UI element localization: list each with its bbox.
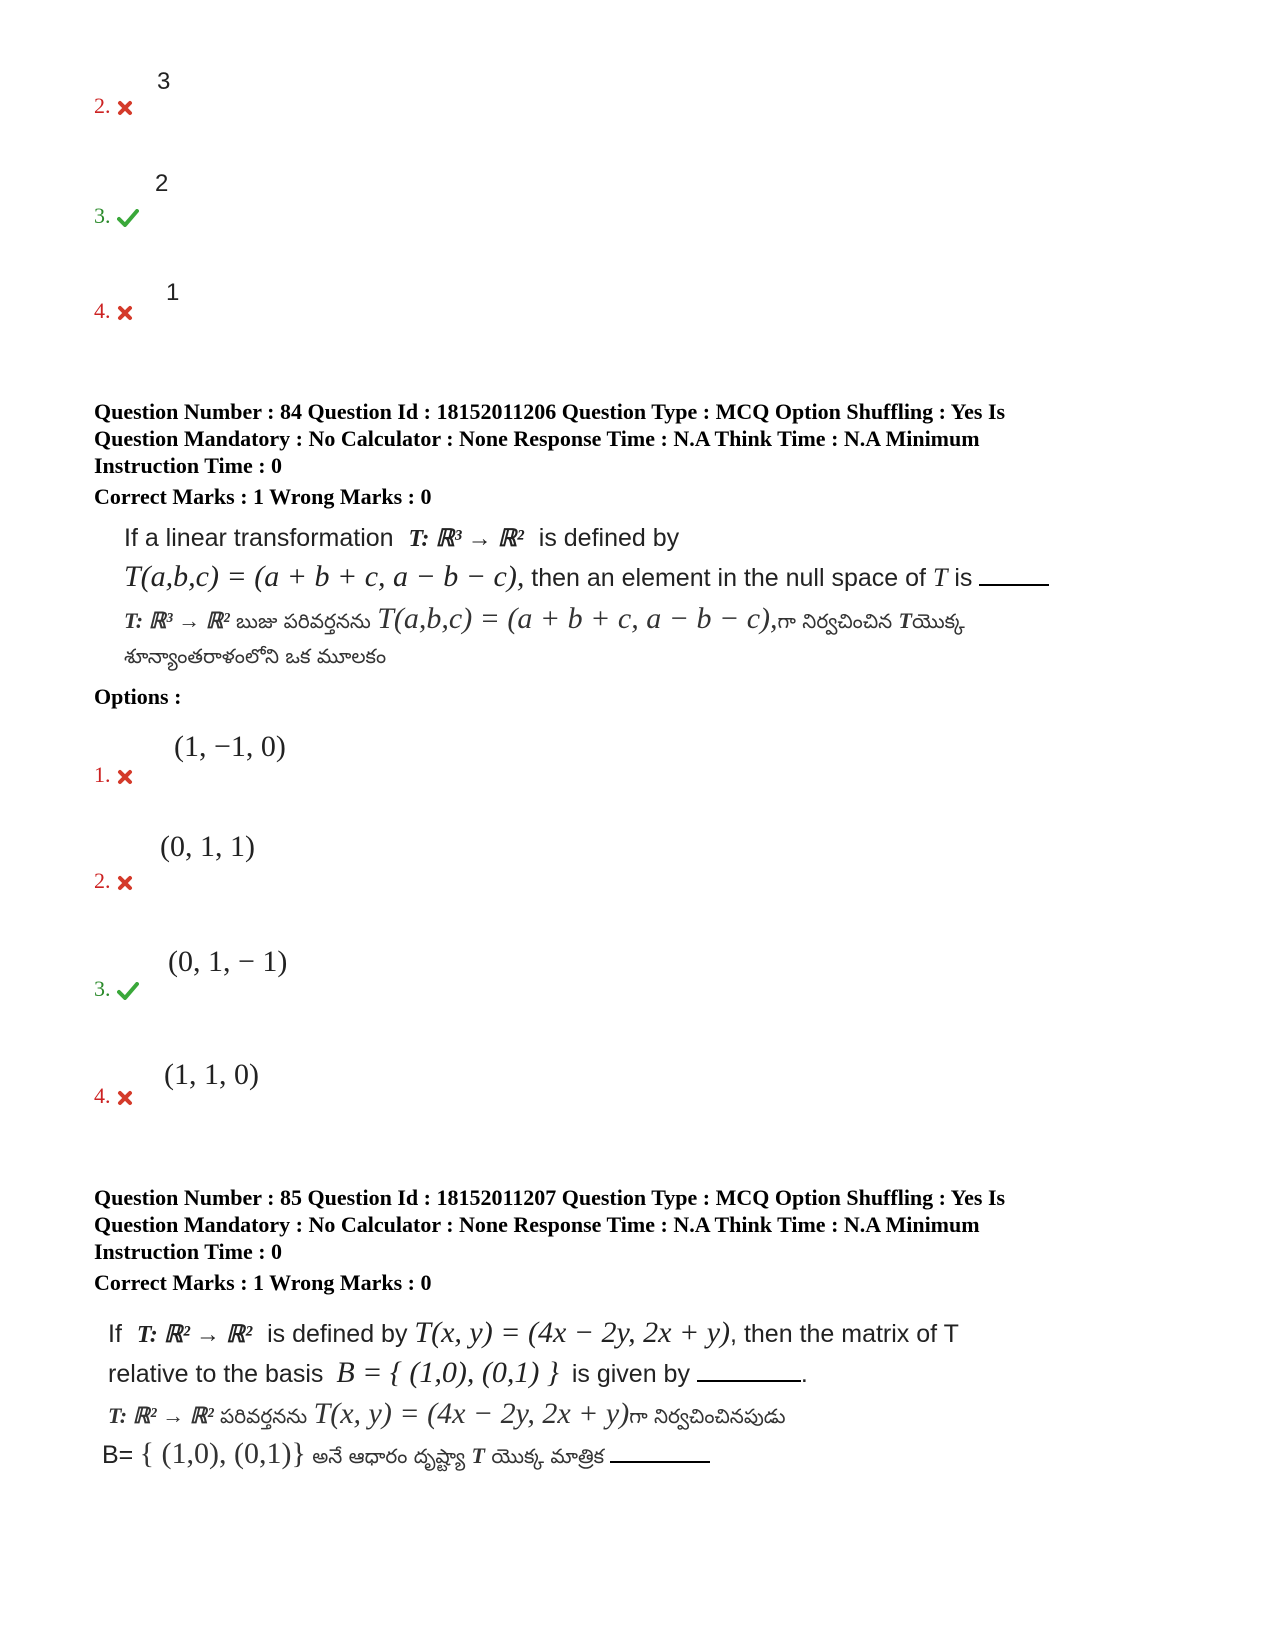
question-marks: Correct Marks : 1 Wrong Marks : 0 (94, 1270, 432, 1295)
option-value: 1 (166, 279, 180, 306)
option-number (94, 764, 133, 786)
telugu-text: యొక్క మాత్రిక (491, 1444, 605, 1468)
question-text-line (124, 560, 1049, 594)
question-text: is defined by (538, 524, 680, 552)
telugu-text: పరివర్తనను (220, 1404, 308, 1428)
wrong-mark-icon (117, 1090, 133, 1106)
telugu-text: గా నిర్వచించినపుడు (629, 1404, 786, 1428)
option-number-label: 1. (94, 762, 111, 787)
option-value: (0, 1, − 1) (168, 945, 288, 978)
question-marks: Correct Marks : 1 Wrong Marks : 0 (94, 484, 432, 509)
option-number (94, 870, 133, 892)
question-text-line: relative to the basis B = { (1,0), (0,1) } is given by . (108, 1356, 808, 1389)
question-text-telugu (108, 1397, 786, 1433)
telugu-text: యొక్క (912, 609, 965, 633)
meta-line: Question Number : 84 Question Id : 18152011206 Question Type : MCQ Option Shuffling : Yes Is (94, 399, 1006, 424)
math-expression: T(a,b,c) = (a + b + c, a − b − c), (377, 602, 778, 635)
option-number-label: 4. (94, 298, 111, 323)
option-number-label: 3. (94, 976, 111, 1001)
question-text: then an element in the null space of (531, 564, 926, 592)
math-expression: T: ℝ³ → ℝ² (408, 526, 524, 552)
option-number-label: 4. (94, 1083, 111, 1108)
math-variable: T (471, 1443, 485, 1468)
option-number (94, 95, 133, 117)
math-expression: T(x, y) = (4x − 2y, 2x + y) (414, 1316, 731, 1349)
option-number (94, 978, 139, 1000)
math-expression: { (1,0), (0,1)} (139, 1437, 306, 1470)
option-number (94, 300, 133, 322)
question-text: is (954, 564, 973, 592)
question-text: relative to the basis (108, 1360, 324, 1388)
telugu-text: గా నిర్వచించిన (777, 609, 893, 633)
question-text-telugu: శూన్యాంతరాళంలోని ఒక మూలకం (124, 644, 387, 668)
option-number-label: 2. (94, 868, 111, 893)
question-text: , then the matrix of T (730, 1320, 959, 1348)
option-number-label: 2. (94, 93, 111, 118)
question-text-telugu (102, 1437, 710, 1473)
option-number (94, 205, 139, 227)
math-variable: T (898, 608, 912, 633)
wrong-mark-icon (117, 769, 133, 785)
correct-mark-icon (117, 209, 139, 227)
answer-blank (979, 584, 1049, 586)
option-value: (1, −1, 0) (174, 730, 286, 763)
option-value: (0, 1, 1) (160, 830, 255, 863)
math-expression: T: ℝ² → ℝ² (108, 1403, 214, 1428)
question-text: If (108, 1320, 122, 1348)
question-text: is given by (571, 1360, 690, 1388)
option-number-label: 3. (94, 203, 111, 228)
wrong-mark-icon (117, 875, 133, 891)
math-expression: T(a,b,c) = (a + b + c, a − b − c), (124, 560, 525, 593)
wrong-mark-icon (117, 305, 133, 321)
question-text: is defined by (267, 1320, 408, 1348)
question-meta (94, 398, 1214, 479)
question-meta (94, 1184, 1214, 1265)
wrong-mark-icon (117, 100, 133, 116)
option-value: 3 (157, 68, 171, 95)
math-expression: B = { (1,0), (0,1) } (336, 1356, 559, 1389)
answer-blank (697, 1380, 801, 1382)
meta-line: Instruction Time : 0 (94, 1239, 283, 1264)
option-value: (1, 1, 0) (164, 1058, 259, 1091)
math-expression: T(x, y) = (4x − 2y, 2x + y) (313, 1397, 630, 1430)
telugu-text: అనే ఆధారం దృష్ట్యా (312, 1444, 466, 1468)
question-text: If a linear transformation (124, 524, 394, 552)
meta-line: Question Number : 85 Question Id : 18152011207 Question Type : MCQ Option Shuffling : Yes Is (94, 1185, 1006, 1210)
options-label: Options : (94, 684, 182, 709)
question-text-line (124, 524, 679, 553)
option-value: 2 (155, 170, 169, 197)
math-variable: T (932, 563, 948, 592)
question-text: B= (102, 1441, 134, 1469)
math-expression: T: ℝ² → ℝ² (136, 1322, 253, 1348)
answer-blank (610, 1461, 710, 1463)
correct-mark-icon (117, 982, 139, 1000)
question-text-telugu (124, 602, 965, 638)
telugu-text: బుజు పరివర్తనను (236, 609, 371, 633)
question-text-line (108, 1316, 959, 1350)
meta-line: Question Mandatory : No Calculator : None Response Time : N.A Think Time : N.A Minimum (94, 1212, 980, 1237)
meta-line: Question Mandatory : No Calculator : None Response Time : N.A Think Time : N.A Minimum (94, 426, 980, 451)
math-expression: T: ℝ³ → ℝ² (124, 608, 230, 633)
option-number (94, 1085, 133, 1107)
meta-line: Instruction Time : 0 (94, 453, 283, 478)
